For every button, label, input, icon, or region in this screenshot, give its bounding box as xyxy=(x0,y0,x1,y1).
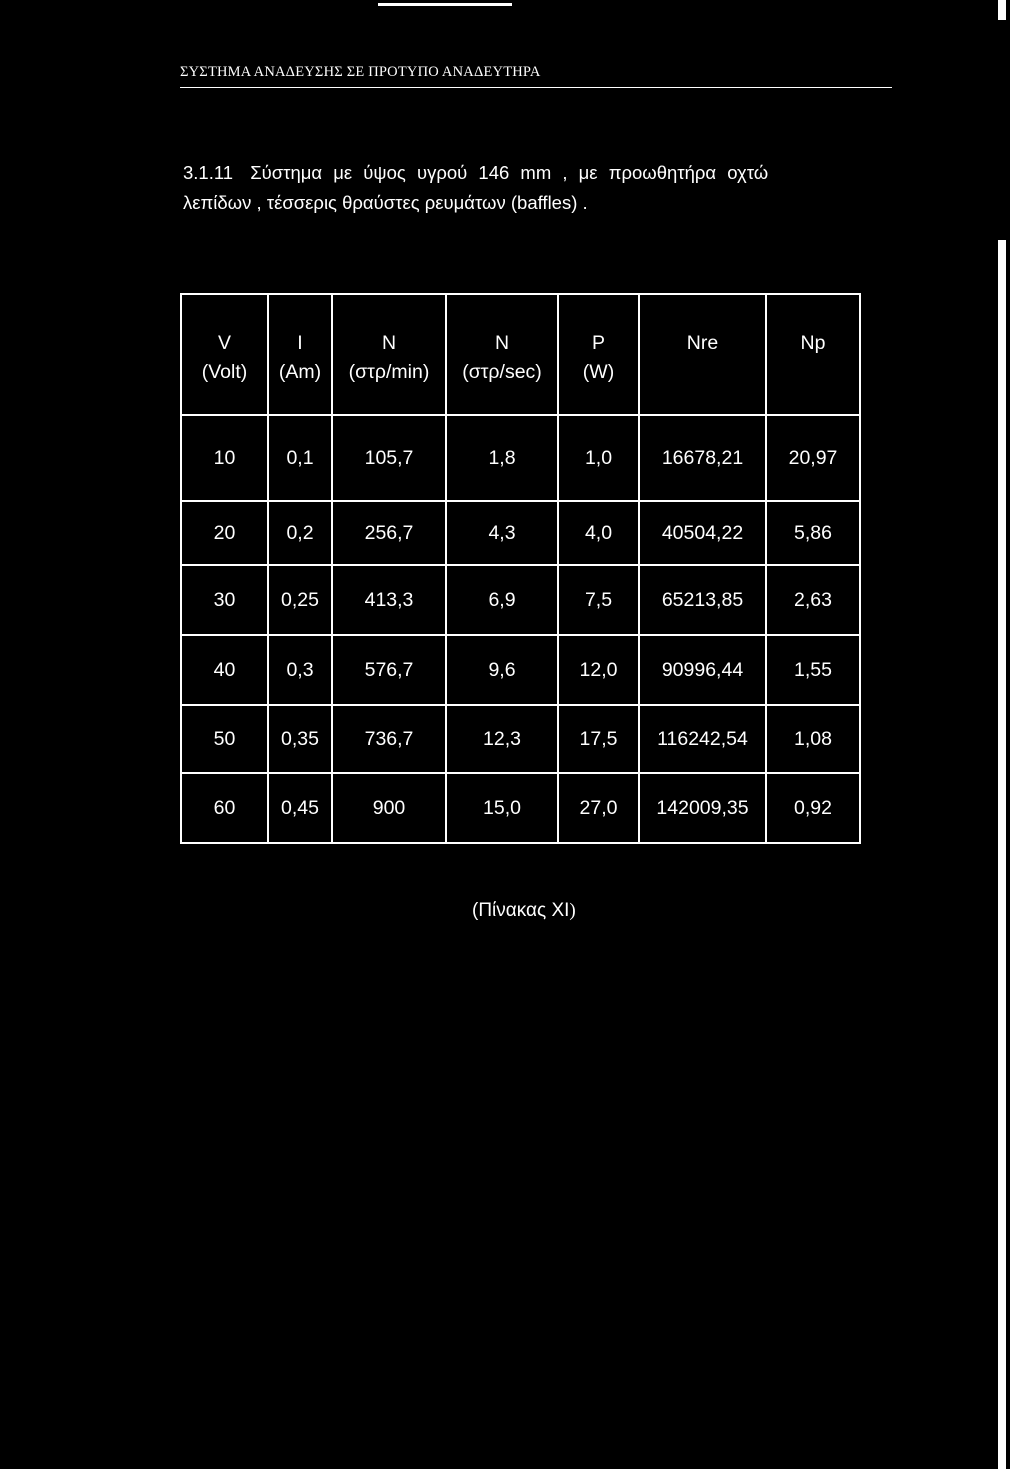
table-cell: 12,0 xyxy=(558,635,639,705)
table-row xyxy=(181,415,860,501)
header-reynolds: Nre xyxy=(639,294,766,415)
table-cell: 10 xyxy=(181,415,268,501)
running-header: ΣΥΣΤΗΜΑ ΑΝΑΔΕΥΣΗΣ ΣΕ ΠΡΟΤΥΠΟ ΑΝΑΔΕΥΤΗΡΑ xyxy=(180,64,541,80)
section-title-part-1: Σύστημα με ύψος υγρού 146 mm , με προωθητήρα οχτώ xyxy=(250,162,769,183)
table-row xyxy=(181,565,860,635)
table-cell: 142009,35 xyxy=(639,773,766,843)
table-row xyxy=(181,501,860,565)
table-cell: 50 xyxy=(181,705,268,773)
table-cell: 60 xyxy=(181,773,268,843)
table-cell: 7,5 xyxy=(558,565,639,635)
table-row xyxy=(181,705,860,773)
header-current: I (Am) xyxy=(268,294,332,415)
table-cell: 4,3 xyxy=(446,501,558,565)
table-cell: 6,9 xyxy=(446,565,558,635)
table-cell: 0,35 xyxy=(268,705,332,773)
table-cell: 90996,44 xyxy=(639,635,766,705)
table-cell: 105,7 xyxy=(332,415,446,501)
table-cell: 413,3 xyxy=(332,565,446,635)
results-table xyxy=(180,293,861,844)
table-cell: 0,2 xyxy=(268,501,332,565)
table-cell: 5,86 xyxy=(766,501,860,565)
header-speed-rps: N (στρ/sec) xyxy=(446,294,558,415)
table-header-row xyxy=(181,294,860,415)
table-cell: 0,45 xyxy=(268,773,332,843)
table-cell: 16678,21 xyxy=(639,415,766,501)
table-cell: 2,63 xyxy=(766,565,860,635)
table-cell: 9,6 xyxy=(446,635,558,705)
table-cell: 1,08 xyxy=(766,705,860,773)
table-cell: 116242,54 xyxy=(639,705,766,773)
table-cell: 1,0 xyxy=(558,415,639,501)
section-heading-line-1 xyxy=(183,158,893,188)
header-power: P (W) xyxy=(558,294,639,415)
table-cell: 4,0 xyxy=(558,501,639,565)
table-cell: 40 xyxy=(181,635,268,705)
table-cell: 40504,22 xyxy=(639,501,766,565)
table-cell: 0,25 xyxy=(268,565,332,635)
table-cell: 20 xyxy=(181,501,268,565)
table-cell: 27,0 xyxy=(558,773,639,843)
header-speed-rpm: N (στρ/min) xyxy=(332,294,446,415)
table-cell: 0,3 xyxy=(268,635,332,705)
header-rule xyxy=(180,87,892,88)
header-voltage: V (Volt) xyxy=(181,294,268,415)
table-cell: 900 xyxy=(332,773,446,843)
table-cell: 0,1 xyxy=(268,415,332,501)
table-row xyxy=(181,773,860,843)
table-cell: 20,97 xyxy=(766,415,860,501)
section-heading-line-2: λεπίδων , τέσσερις θραύστες ρευμάτων (baffles) . xyxy=(183,192,588,213)
top-scan-rule xyxy=(378,3,512,6)
table-cell: 0,92 xyxy=(766,773,860,843)
table-cell: 1,8 xyxy=(446,415,558,501)
table-caption-text: (Πίνακας ΧΙ xyxy=(472,900,570,921)
table-caption-close-paren: ) xyxy=(569,900,576,921)
table-cell: 256,7 xyxy=(332,501,446,565)
table-cell: 15,0 xyxy=(446,773,558,843)
table-cell: 12,3 xyxy=(446,705,558,773)
table-cell: 65213,85 xyxy=(639,565,766,635)
right-scan-edge-gap xyxy=(996,20,1006,240)
table-row xyxy=(181,635,860,705)
table-cell: 17,5 xyxy=(558,705,639,773)
section-heading xyxy=(183,158,893,218)
header-power-number: Np xyxy=(766,294,860,415)
table-cell: 30 xyxy=(181,565,268,635)
table-cell: 736,7 xyxy=(332,705,446,773)
table-cell: 576,7 xyxy=(332,635,446,705)
table-caption xyxy=(472,900,576,922)
section-number: 3.1.11 xyxy=(183,162,234,183)
table-cell: 1,55 xyxy=(766,635,860,705)
